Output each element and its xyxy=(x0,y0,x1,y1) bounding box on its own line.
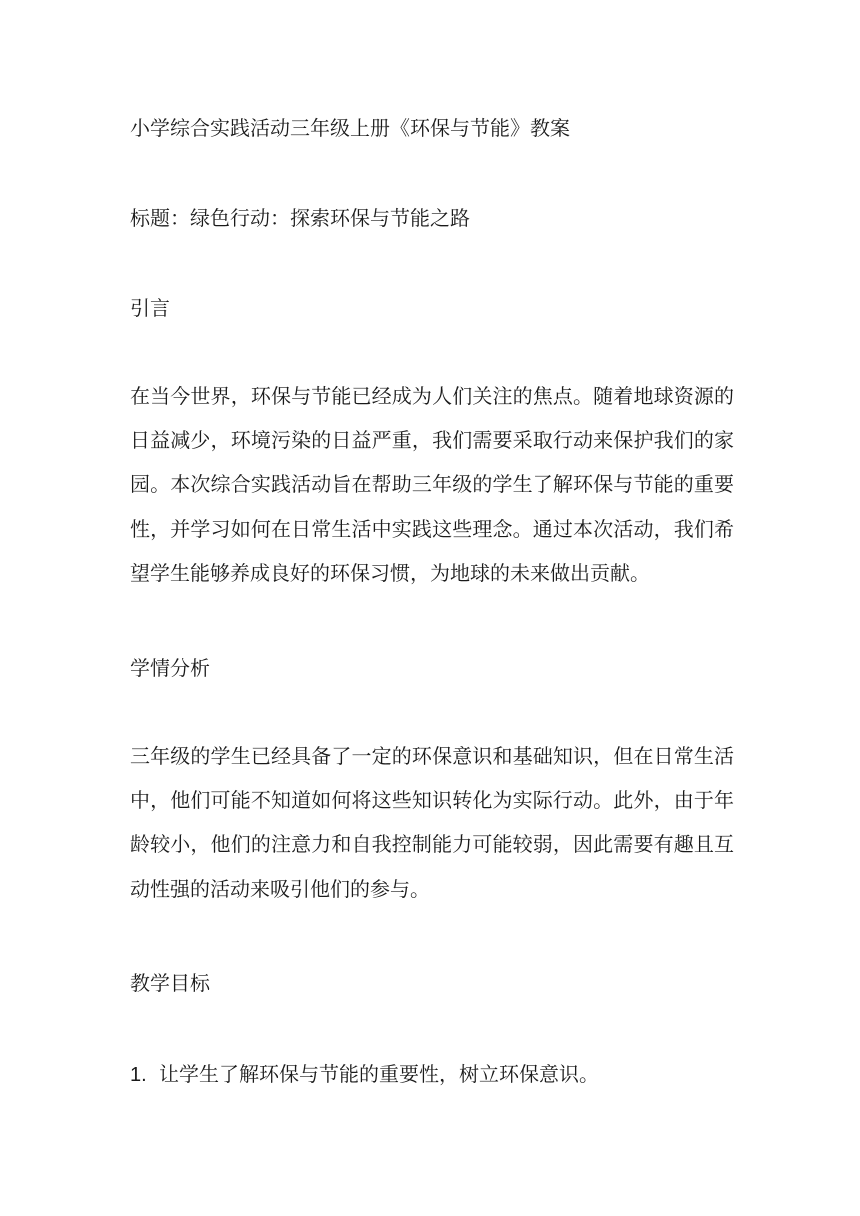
analysis-paragraph xyxy=(130,734,734,911)
section-heading-goals: 教学目标 xyxy=(130,971,210,995)
intro-paragraph xyxy=(130,374,734,595)
section-heading-analysis: 学情分析 xyxy=(130,656,210,680)
analysis-line: 中，他们可能不知道如何将这些知识转化为实际行动。此外，由于年 xyxy=(130,788,734,813)
intro-line: 日益减少，环境污染的日益严重，我们需要采取行动来保护我们的家 xyxy=(130,428,734,453)
goal-item xyxy=(130,1062,599,1087)
analysis-line: 三年级的学生已经具备了一定的环保意识和基础知识，但在日常生活 xyxy=(130,744,734,768)
section-heading-intro: 引言 xyxy=(130,296,170,320)
goal-item-text: 让学生了解环保与节能的重要性，树立环保意识。 xyxy=(159,1062,600,1086)
intro-line: 性，并学习如何在日常生活中实践这些理念。通过本次活动，我们希 xyxy=(130,516,734,541)
intro-line: 在当今世界，环保与节能已经成为人们关注的焦点。随着地球资源的 xyxy=(130,384,734,408)
document-title: 小学综合实践活动三年级上册《环保与节能》教案 xyxy=(130,116,570,140)
goal-item-number: 1. xyxy=(130,1064,147,1086)
intro-line: 园。本次综合实践活动旨在帮助三年级的学生了解环保与节能的重要 xyxy=(130,472,734,497)
intro-line: 望学生能够养成良好的环保习惯，为地球的未来做出贡献。 xyxy=(130,560,650,585)
analysis-line: 动性强的活动来吸引他们的参与。 xyxy=(130,876,430,901)
document-subtitle: 标题：绿色行动：探索环保与节能之路 xyxy=(130,206,470,230)
analysis-line: 龄较小，他们的注意力和自我控制能力可能较弱，因此需要有趣且互 xyxy=(130,832,734,857)
